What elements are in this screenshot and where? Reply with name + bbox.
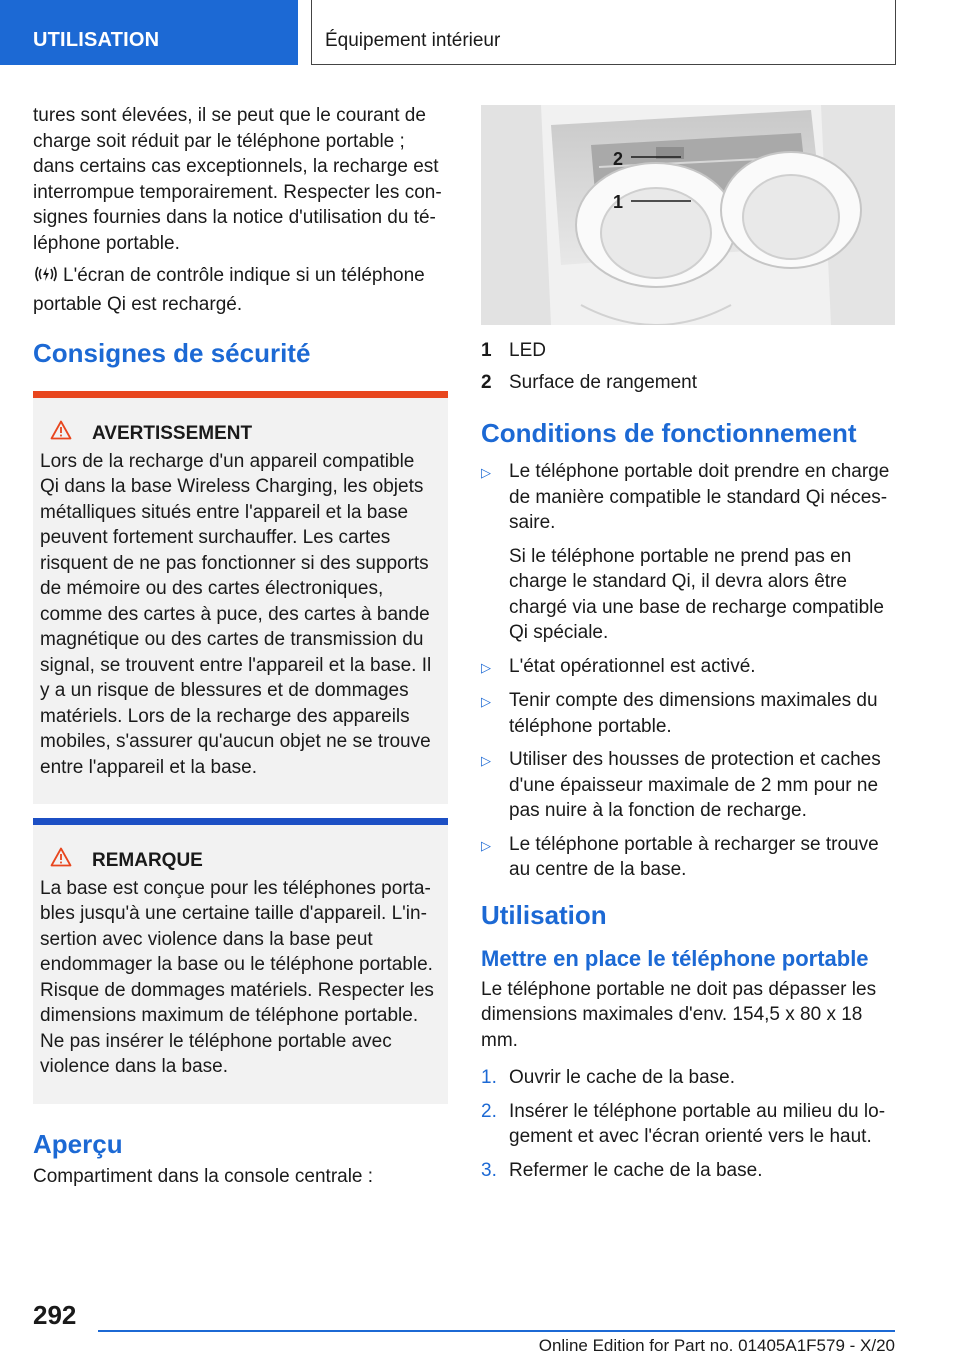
- figure-legend: [481, 335, 895, 399]
- list-item-text: Utiliser des housses de protection et caches d'une épaisseur maximale de 2 mm pour ne pas nuire à la fonction de recharge.: [509, 749, 881, 821]
- overview-text: Compartiment dans la console centrale :: [33, 1165, 374, 1187]
- insert-text: Le téléphone portable ne doit pas dépasser les dimensions maximales d'env. 154,5 x 80 x 18 mm.: [481, 978, 877, 1051]
- list-item: [481, 688, 895, 739]
- note-box: [33, 818, 448, 1104]
- warning-title-row: [40, 420, 438, 448]
- list-item-text: L'état opérationnel est activé.: [509, 655, 756, 677]
- page-number: 292: [33, 1300, 77, 1330]
- step-text: Refermer le cache de la base.: [509, 1159, 763, 1181]
- step-item: [481, 1158, 895, 1184]
- note-title: REMARQUE: [92, 850, 203, 871]
- triangle-bullet-icon: ▷: [481, 753, 491, 768]
- warning-triangle-icon: [40, 420, 92, 448]
- list-item: [481, 459, 895, 536]
- right-column: [481, 105, 895, 1191]
- legend-number: 2: [481, 372, 492, 393]
- step-number: 2.: [481, 1100, 497, 1122]
- warning-title: AVERTISSEMENT: [92, 423, 253, 444]
- list-item-text: Tenir compte des dimensions maximales du téléphone portable.: [509, 690, 878, 737]
- legend-item: [481, 335, 895, 367]
- section-title: UTILISATION: [33, 29, 160, 51]
- indicator-paragraph: [33, 263, 448, 317]
- footer-edition: Online Edition for Part no. 01405A1F579 - X/20: [538, 1336, 895, 1355]
- warning-triangle-icon: [40, 847, 92, 875]
- conditions-list: [481, 459, 895, 883]
- step-number: 1.: [481, 1067, 497, 1088]
- list-item: [481, 654, 895, 681]
- step-text: Ouvrir le cache de la base.: [509, 1067, 736, 1088]
- chapter-title: Équipement intérieur: [325, 30, 501, 51]
- list-item: [481, 832, 895, 883]
- legend-number: 1: [481, 340, 492, 361]
- triangle-bullet-icon: ▷: [481, 694, 491, 709]
- list-item-text: Le téléphone portable à recharger se trouve au centre de la base.: [509, 833, 879, 880]
- step-item: [481, 1065, 895, 1091]
- wireless-charging-icon: [33, 264, 63, 292]
- warning-box: [33, 391, 448, 804]
- list-item-text: Le téléphone portable doit prendre en charge de manière compatible le standard Qi nécessaire.: [509, 461, 890, 533]
- step-text: Insérer le téléphone portable au milieu du logement et avec l'écran orienté vers le haut.: [509, 1100, 886, 1147]
- note-title-row: [40, 847, 438, 875]
- triangle-bullet-icon: ▷: [481, 465, 491, 480]
- usage-heading: Utilisation: [481, 899, 607, 930]
- chapter-tab: [311, 0, 896, 65]
- legend-label: LED: [509, 340, 546, 361]
- legend-item: [481, 367, 895, 399]
- insert-heading: Mettre en place le téléphone portable: [481, 945, 869, 971]
- indicator-text: L'écran de contrôle indique si un téléphone portable Qi est rechargé.: [33, 265, 425, 315]
- warning-text: Lors de la recharge d'un appareil compatible Qi dans la base Wireless Charging, les objets métalliques situés entre l'appareil et la base peuvent fortement surchauffer. Les cartes risquent de ne pas fonctionner si des supports de mémoire ou des cartes électroniques, comme des cartes à puce, des cartes à bande magnétique ou des cartes de transmission du signal, se trouvent entre l'appareil et la base. Il y a un risque de blessures et de dommages matériels. Lors de la recharge des appareils mobiles, s'assurer qu'aucun objet ne se trouve entre l'appareil et la base.: [40, 450, 432, 778]
- triangle-bullet-icon: ▷: [481, 659, 491, 675]
- overview-heading: Aperçu: [33, 1128, 123, 1159]
- legend-label: Surface de rangement: [509, 372, 698, 393]
- figure-callout-1: 1: [613, 192, 624, 212]
- triangle-bullet-icon: ▷: [481, 837, 491, 853]
- steps-list: [481, 1065, 895, 1183]
- conditions-heading: Conditions de fonctionnement: [481, 418, 857, 448]
- section-tab: [0, 0, 298, 65]
- step-number: 3.: [481, 1159, 497, 1181]
- left-column: [33, 103, 448, 1196]
- figure-callout-2: 2: [613, 149, 624, 169]
- console-compartment-figure: [481, 105, 895, 325]
- step-item: [481, 1099, 895, 1150]
- note-text: La base est conçue pour les téléphones portables jusqu'à une certaine taille d'appareil. L'insertion avec violence dans la base peut endommager la base ou le téléphone portable. Risque de dommages matériels. Respecter les dimensions maximum de téléphone portable. Ne pas insérer le téléphone portable avec violence dans la base.: [40, 877, 434, 1077]
- intro-paragraph: tures sont élevées, il se peut que le courant de charge soit réduit par le téléphone portable ; dans certains cas exceptionnels, la recharge est interrompue temporairement. Respecter les consignes fournies dans la notice d'utilisation du téléphone portable.: [33, 105, 442, 254]
- safety-heading: Consignes de sécurité: [33, 338, 311, 368]
- list-item: [481, 747, 895, 824]
- list-item-subtext: Si le téléphone portable ne prend pas en charge le standard Qi, il devra alors être chargé via une base de recharge compatible Qi spéciale.: [509, 545, 884, 643]
- footer-divider: [98, 1330, 895, 1332]
